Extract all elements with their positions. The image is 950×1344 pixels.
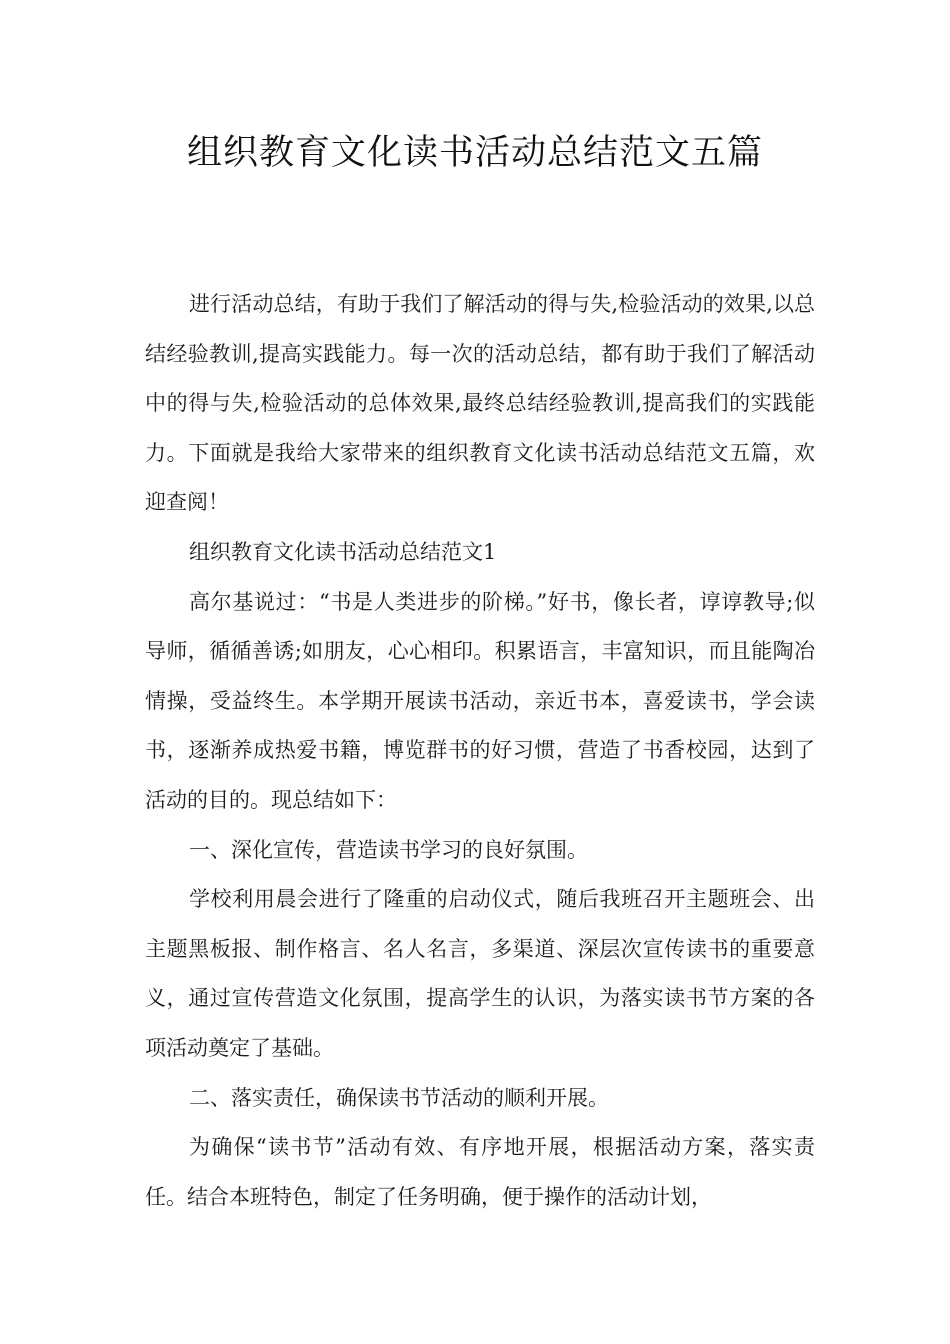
- document-title: 组织教育文化读书活动总结范文五篇: [186, 133, 763, 173]
- body-paragraph: 学校利用晨会进行了隆重的启动仪式，随后我班召开主题班会、出主题黑板报、制作格言、名人名言，多渠道、深层次宣传读书的重要意义，通过宣传营造文化氛围，提高学生的认识，为落实读书节方案的各项活动奠定了基础。: [145, 887, 815, 1060]
- body-paragraph: 高尔基说过：“书是人类进步的阶梯。”好书，像长者，谆谆教导;似导师，循循善诱;如朋友，心心相印。积累语言，丰富知识，而且能陶冶情操，受益终生。本学期开展读书活动，亲近书本，喜爱读书，学会读书，逐渐养成热爱书籍，博览群书的好习惯，营造了书香校园，达到了活动的目的。现总结如下：: [145, 589, 815, 812]
- body-paragraph: 为确保“读书节”活动有效、有序地开展，根据活动方案，落实责任。结合本班特色，制定了任务明确，便于操作的活动计划，: [145, 1135, 815, 1209]
- intro-paragraph: 进行活动总结，有助于我们了解活动的得与失,检验活动的效果,以总结经验教训,提高实践能力。每一次的活动总结，都有助于我们了解活动中的得与失,检验活动的总体效果,最终总结经验教训,提高我们的实践能力。下面就是我给大家带来的组织教育文化读书活动总结范文五篇，欢迎查阅！: [145, 292, 815, 515]
- section-heading-1: 组织教育文化读书活动总结范文1: [189, 539, 497, 564]
- subheading-1: 一、深化宣传，营造读书学习的良好氛围。: [189, 837, 588, 862]
- document-body: [145, 280, 815, 1222]
- subheading-2: 二、落实责任，确保读书节活动的顺利开展。: [189, 1085, 609, 1110]
